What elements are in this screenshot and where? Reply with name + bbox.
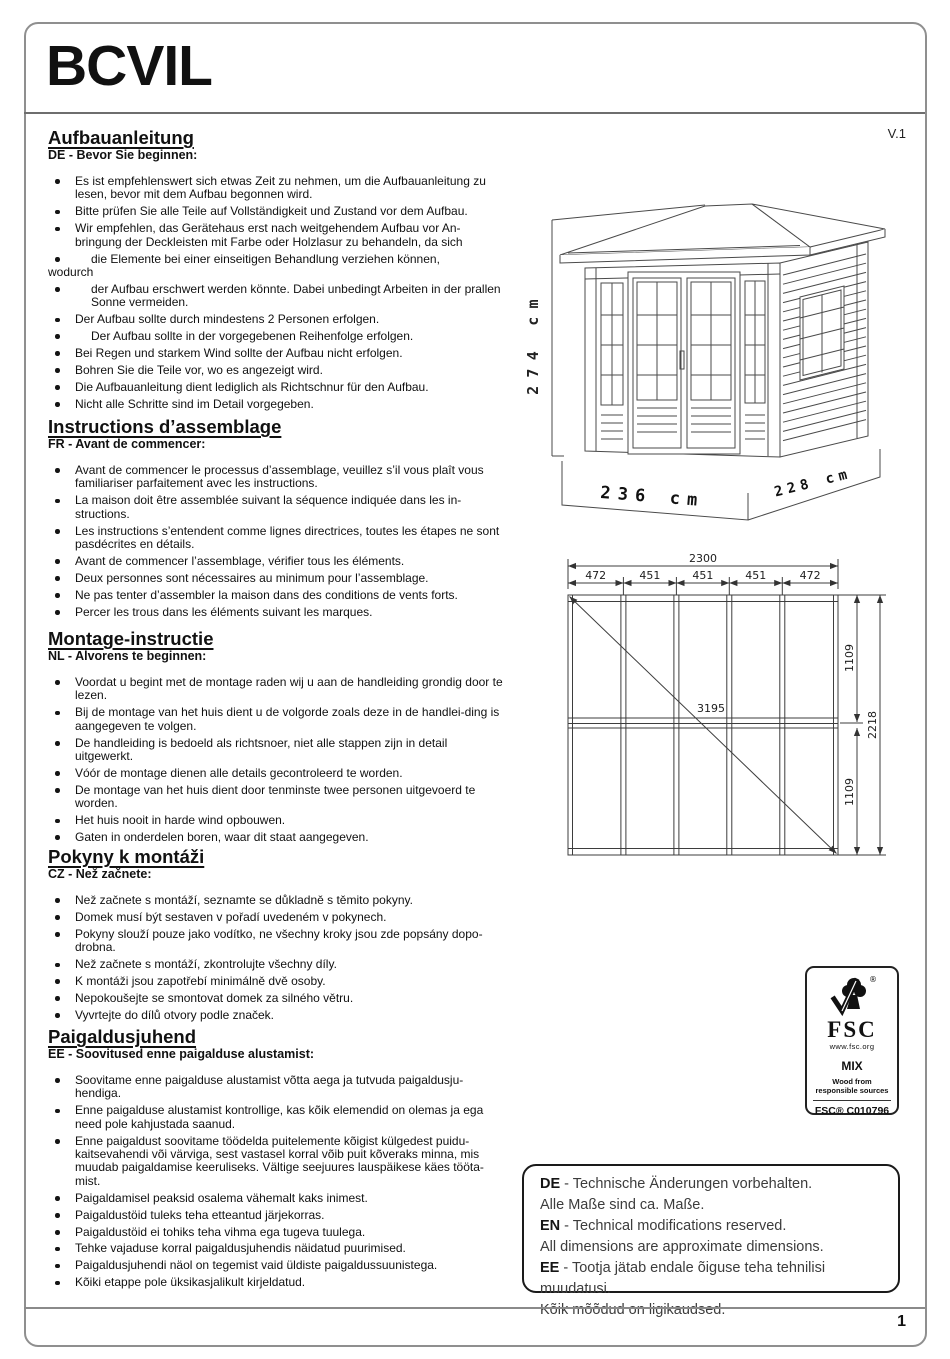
bullet-item [48, 175, 505, 202]
shed-depth-label: 228 cm [772, 465, 854, 501]
bullet-item [48, 767, 505, 780]
bullet-icon [55, 680, 60, 685]
section-ee [48, 1026, 505, 1293]
bullet-icon [55, 835, 60, 840]
shed-width-label: 236 cm [599, 482, 706, 512]
bullet-item [48, 1276, 505, 1289]
bullet-icon [55, 1230, 60, 1235]
notice-lang: EN [540, 1218, 561, 1234]
bullet-text: K montáži jsou zapotřebí minimálně dvě osoby. [75, 974, 326, 989]
bullet-text: Enne paigalduse alustamist kontrollige, kas kõik elemendid on olemas ja ega need pole kahjustada saanud. [75, 1103, 484, 1131]
footer-divider [24, 1307, 925, 1309]
shed-height-label: 274 cm [524, 291, 542, 395]
bullet-text: Nicht alle Schritte sind im Detail vorgegeben. [75, 396, 314, 411]
bullet-text: Enne paigaldust soovitame töödelda puitelemente kõigist külgedest puidu-kaitsevahendi või värviga, sest vastasel korral võib puit kõveraks minna, mis muudab paigaldamise keeruliseks. Vältige seejuures lauspäikese käes tööta-mist. [75, 1133, 484, 1188]
bullet-icon [55, 1078, 60, 1083]
bullet-icon [55, 576, 60, 581]
bullet-icon [55, 1264, 60, 1269]
bullet-text: La maison doit être assemblée suivant la séquence indiquée dans les in-structions. [75, 493, 462, 521]
bullet-text: De montage van het huis dient door tenminste twee personen uitgevoerd te worden. [75, 782, 476, 811]
bullet-item [48, 572, 505, 585]
bullet-text: Avant de commencer le processus d’assemblage, veuillez s’il vous plaît vous familiariser parfaitement avec les instructions. [75, 463, 484, 491]
frame-drawing [555, 545, 940, 895]
notice-text-2: Alle Maße sind ca. Maße. [540, 1197, 705, 1213]
bullet-text: Es ist empfehlenswert sich etwas Zeit zu nehmen, um die Aufbauanleitung zu lesen, bevor mit dem Aufbau begonnen wird. [75, 174, 486, 202]
bullet-item [48, 205, 505, 218]
frame-segment-2: 451 [639, 569, 661, 582]
bullet-icon [55, 932, 60, 937]
bullet-item [48, 283, 505, 310]
bullet-text: Wir empfehlen, das Gerätehaus erst nach weitgehendem Aufbau vor An-bringung der Deckleisten mit Farbe oder Holzlasur zu behandeln, da sich [75, 221, 463, 249]
bullet-item [48, 555, 505, 568]
bullet-item [48, 676, 505, 703]
notice-text: - Technische Änderungen vorbehalten. [560, 1176, 813, 1192]
fsc-wordmark: FSC [827, 1017, 877, 1042]
version-label: V.1 [887, 126, 906, 141]
bullet-icon [55, 711, 60, 716]
bullet-text: Tehke vajaduse korral paigaldusjuhendis näidatud puurimised. [75, 1241, 406, 1256]
bullet-icon [55, 1013, 60, 1018]
bullet-icon [55, 1213, 60, 1218]
page-number: 1 [897, 1313, 906, 1330]
bullet-icon [55, 179, 60, 184]
notice-lang: DE [540, 1176, 561, 1192]
bullet-hang-text: wodurch [48, 264, 94, 279]
bullet-text: Deux personnes sont nécessaires au minimum pour l’assemblage. [75, 570, 429, 585]
bullet-list [48, 894, 505, 1022]
bullet-icon [55, 1281, 60, 1286]
bullet-item [48, 364, 505, 377]
section-nl [48, 628, 505, 848]
bullet-text: Paigaldusjuhendi näol on tegemist vaid üldiste paigaldussuunistega. [75, 1258, 438, 1273]
product-title: BCVIL [46, 34, 212, 98]
bullet-item [48, 347, 505, 360]
header-divider [24, 112, 925, 114]
bullet-text: Les instructions s’entendent comme lignes directrices, toutes les étapes ne sont pasdécrites en détails. [75, 523, 500, 552]
section-heading: Pokyny k montáži [48, 846, 205, 867]
bullet-item [48, 911, 505, 924]
bullet-item [48, 381, 505, 394]
section-cz [48, 846, 505, 1026]
bullet-item [48, 1259, 505, 1272]
section-subheading: EE - Soovitused enne paigalduse alustamist: [48, 1047, 315, 1061]
bullet-item [48, 1242, 505, 1255]
bullet-text: Bei Regen und starkem Wind sollte der Aufbau nicht erfolgen. [75, 345, 403, 360]
bullet-item [48, 1226, 505, 1239]
bullet-icon [55, 1196, 60, 1201]
bullet-item [48, 958, 505, 971]
bullet-item [48, 1209, 505, 1222]
bullet-text: Der Aufbau sollte in der vorgegebenen Reihenfolge erfolgen. [91, 329, 414, 344]
notice-line [540, 1174, 882, 1195]
bullet-icon [55, 963, 60, 968]
notice-line [540, 1258, 882, 1300]
bullet-item [48, 330, 505, 343]
bullet-icon [55, 318, 60, 323]
frame-segment-1: 472 [585, 569, 607, 582]
frame-height-top: 1109 [843, 644, 856, 672]
section-heading: Aufbauanleitung [48, 127, 194, 148]
section-fr [48, 416, 505, 623]
bullet-icon [55, 227, 60, 232]
notice-text: - Tootja jätab endale õiguse teha tehnilisi muudatusi. [540, 1260, 826, 1297]
bullet-icon [55, 368, 60, 373]
bullet-text: Bij de montage van het huis dient u de volgorde zoals deze in de handlei-ding is aangegeven te volgen. [75, 705, 500, 733]
bullet-text: Než začnete s montáží, seznamte se důkladně s těmito pokyny. [75, 893, 413, 907]
section-de [48, 127, 505, 415]
bullet-item [48, 525, 505, 552]
bullet-text: die Elemente bei einer einseitigen Behandlung verziehen können, [91, 251, 440, 266]
section-subheading: CZ - Než začnete: [48, 867, 152, 881]
bullet-item [48, 928, 505, 955]
bullet-item [48, 606, 505, 619]
bullet-item [48, 1104, 505, 1131]
bullet-icon [55, 529, 60, 534]
bullet-text: Der Aufbau sollte durch mindestens 2 Personen erfolgen. [75, 312, 380, 327]
bullet-list [48, 464, 505, 619]
bullet-text: Pokyny slouží pouze jako vodítko, ne všechny kroky jsou zde popsány dopo-drobna. [75, 926, 483, 955]
frame-diagonal: 3195 [697, 702, 725, 715]
section-subheading: NL - Alvorens te beginnen: [48, 649, 207, 663]
bullet-text: Die Aufbauanleitung dient lediglich als Richtschnur für den Aufbau. [75, 379, 429, 394]
bullet-icon [55, 287, 60, 292]
bullet-item [48, 464, 505, 491]
bullet-item [48, 814, 505, 827]
frame-segment-5: 472 [799, 569, 821, 582]
fsc-description: Wood from responsible sources [815, 1077, 889, 1095]
bullet-text: Bohren Sie die Teile vor, wo es angezeigt wird. [75, 362, 323, 377]
bullet-item [48, 784, 505, 811]
bullet-icon [55, 210, 60, 215]
bullet-item [48, 253, 505, 280]
bullet-text: Kõiki etappe pole üksikasjalikult kirjeldatud. [75, 1275, 306, 1290]
bullet-item [48, 975, 505, 988]
bullet-icon [55, 499, 60, 504]
notice-line [540, 1216, 882, 1237]
bullet-text: Paigaldamisel peaksid osalema vähemalt kaks inimest. [75, 1190, 368, 1205]
bullet-icon [55, 559, 60, 564]
bullet-text: Vóór de montage dienen alle details gecontroleerd te worden. [75, 765, 403, 780]
bullet-icon [55, 468, 60, 473]
bullet-item [48, 1135, 505, 1189]
bullet-icon [55, 257, 60, 262]
notice-lang: EE [540, 1260, 560, 1276]
bullet-icon [55, 1247, 60, 1252]
section-heading: Montage-instructie [48, 628, 214, 649]
section-subheading: DE - Bevor Sie beginnen: [48, 148, 198, 162]
bullet-list [48, 1074, 505, 1290]
fsc-label [805, 966, 899, 1115]
bullet-icon [55, 819, 60, 824]
notice-text: - Technical modifications reserved. [560, 1218, 787, 1234]
bullet-icon [55, 351, 60, 356]
bullet-item [48, 1192, 505, 1205]
bullet-item [48, 831, 505, 844]
notice-text-2: Kõik mõõdud on ligikaudsed. [540, 1302, 726, 1318]
bullet-text: De handleiding is bedoeld als richtsnoer, niet alle stappen zijn in detail uitgewerkt. [75, 735, 448, 764]
notice-text-2: All dimensions are approximate dimensions. [540, 1239, 824, 1255]
bullet-item [48, 992, 505, 1005]
bullet-item [48, 1074, 505, 1101]
shed-drawing [500, 193, 925, 528]
fsc-tree-icon [807, 973, 901, 1017]
bullet-icon [55, 771, 60, 776]
bullet-icon [55, 996, 60, 1001]
fsc-website: www.fsc.org [829, 1042, 875, 1051]
frame-total-width: 2300 [689, 552, 717, 565]
fsc-license-code: FSC® C010796 [814, 1105, 890, 1117]
bullet-icon [55, 593, 60, 598]
frame-height-total: 2218 [866, 711, 879, 739]
frame-segment-4: 451 [745, 569, 767, 582]
bullet-text: Ne pas tenter d’assembler la maison dans des conditions de vents forts. [75, 587, 458, 602]
section-heading: Paigaldusjuhend [48, 1026, 197, 1047]
bullet-item [48, 313, 505, 326]
bullet-item [48, 1009, 505, 1022]
bullet-list [48, 676, 505, 844]
bullet-icon [55, 610, 60, 615]
bullet-item [48, 894, 505, 907]
bullet-icon [55, 741, 60, 746]
bullet-text: Bitte prüfen Sie alle Teile auf Vollständigkeit und Zustand vor dem Aufbau. [75, 204, 468, 219]
bullet-item [48, 222, 505, 249]
section-subheading: FR - Avant de commencer: [48, 437, 206, 451]
bullet-text: Nepokoušejte se smontovat domek za silného větru. [75, 990, 354, 1005]
bullet-text: Paigaldustöid ei tohiks teha vihma ega tugeva tuulega. [75, 1224, 366, 1239]
frame-segment-3: 451 [692, 569, 714, 582]
bullet-text: Paigaldustöid tuleks teha etteantud järjekorras. [75, 1207, 325, 1222]
bullet-text: Než začnete s montáží, zkontrolujte všechny díly. [75, 957, 337, 972]
notice-box [522, 1164, 900, 1318]
bullet-text: Voordat u begint met de montage raden wij u aan de handleiding grondig door te lezen. [75, 675, 503, 703]
frame-height-bottom: 1109 [843, 778, 856, 806]
bullet-text: Gaten in onderdelen boren, waar dit staat aangegeven. [75, 830, 369, 845]
bullet-item [48, 398, 505, 411]
bullet-icon [55, 915, 60, 920]
bullet-text: Domek musí být sestaven v pořadí uvedeném v pokynech. [75, 909, 387, 924]
bullet-icon [55, 334, 60, 339]
bullet-text: Percer les trous dans les éléments suivant les marques. [75, 604, 373, 619]
bullet-text: Het huis nooit in harde wind opbouwen. [75, 813, 286, 828]
fsc-grade: MIX [841, 1059, 863, 1073]
bullet-item [48, 589, 505, 602]
fsc-divider [813, 1100, 891, 1101]
bullet-icon [55, 898, 60, 903]
bullet-icon [55, 402, 60, 407]
bullet-list [48, 175, 505, 411]
bullet-item [48, 737, 505, 764]
bullet-text: der Aufbau erschwert werden könnte. Dabei unbedingt Arbeiten in der prallen Sonne vermeiden. [91, 281, 501, 310]
bullet-text: Vyvrtejte do dílů otvory podle značek. [75, 1007, 274, 1022]
bullet-text: Soovitame enne paigalduse alustamist võtta aega ja tutvuda paigaldusju-hendiga. [75, 1073, 464, 1101]
section-heading: Instructions d’assemblage [48, 416, 282, 437]
svg-text:®: ® [869, 975, 877, 984]
bullet-icon [55, 788, 60, 793]
bullet-item [48, 706, 505, 733]
bullet-icon [55, 1139, 60, 1144]
bullet-text: Avant de commencer l’assemblage, vérifier tous les éléments. [75, 553, 405, 568]
bullet-icon [55, 385, 60, 390]
bullet-icon [55, 1109, 60, 1114]
bullet-item [48, 494, 505, 521]
bullet-icon [55, 979, 60, 984]
